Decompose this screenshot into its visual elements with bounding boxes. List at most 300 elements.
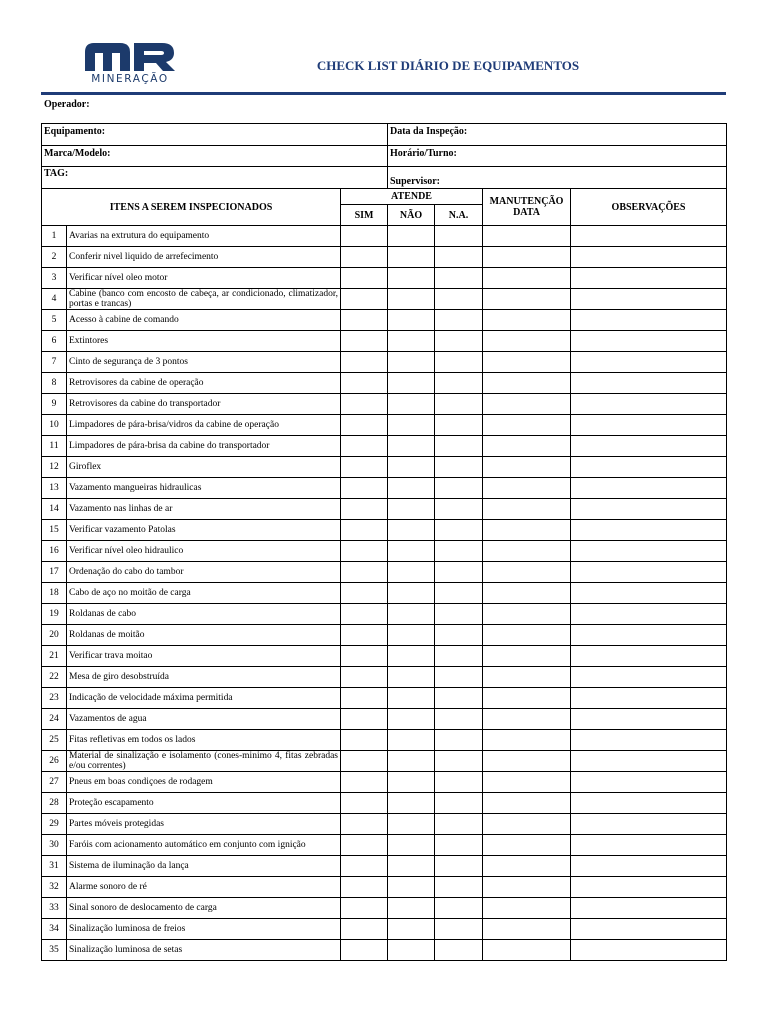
sim-cell[interactable]: [341, 646, 388, 667]
shift-time-field[interactable]: Horário/Turno:: [388, 146, 727, 167]
item-number: 9: [42, 394, 67, 415]
na-cell[interactable]: [435, 268, 483, 289]
nao-cell[interactable]: [388, 625, 435, 646]
na-cell[interactable]: [435, 814, 483, 835]
sim-cell[interactable]: [341, 373, 388, 394]
observations-cell[interactable]: [571, 814, 727, 835]
maintenance-date-cell[interactable]: [483, 604, 571, 625]
sim-cell[interactable]: [341, 520, 388, 541]
maintenance-date-cell[interactable]: [483, 625, 571, 646]
item-description: Partes móveis protegidas: [67, 814, 341, 835]
na-cell[interactable]: [435, 478, 483, 499]
item-number: 34: [42, 919, 67, 940]
observations-cell[interactable]: [571, 898, 727, 919]
maintenance-date-cell[interactable]: [483, 646, 571, 667]
nao-cell[interactable]: [388, 352, 435, 373]
nao-cell[interactable]: [388, 793, 435, 814]
observations-cell[interactable]: [571, 793, 727, 814]
na-cell[interactable]: [435, 226, 483, 247]
maintenance-date-cell[interactable]: [483, 919, 571, 940]
item-description: Roldanas de moitão: [67, 625, 341, 646]
observations-cell[interactable]: [571, 331, 727, 352]
sim-cell[interactable]: [341, 289, 388, 310]
nao-cell[interactable]: [388, 751, 435, 772]
nao-cell[interactable]: [388, 583, 435, 604]
header-info-table: [41, 123, 727, 189]
table-row: [42, 877, 727, 898]
sim-cell[interactable]: [341, 331, 388, 352]
item-description: Pneus em boas condiçoes de rodagem: [67, 772, 341, 793]
item-description: Avarias na extrutura do equipamento: [67, 226, 341, 247]
maintenance-date-cell[interactable]: [483, 415, 571, 436]
item-description: Verificar trava moitao: [67, 646, 341, 667]
table-row: [42, 478, 727, 499]
item-description: Sinalização luminosa de freios: [67, 919, 341, 940]
observations-cell[interactable]: [571, 310, 727, 331]
item-description: Sinal sonoro de deslocamento de carga: [67, 898, 341, 919]
item-number: 6: [42, 331, 67, 352]
sim-cell[interactable]: [341, 457, 388, 478]
table-row: [42, 457, 727, 478]
table-row: [42, 667, 727, 688]
item-description: Extintores: [67, 331, 341, 352]
item-description: Verificar nível oleo motor: [67, 268, 341, 289]
na-cell[interactable]: [435, 835, 483, 856]
item-number: 7: [42, 352, 67, 373]
table-row: [42, 730, 727, 751]
maintenance-header: [483, 189, 571, 226]
table-row: [42, 583, 727, 604]
na-cell[interactable]: [435, 562, 483, 583]
table-row: [42, 751, 727, 772]
maintenance-date-cell[interactable]: [483, 499, 571, 520]
na-cell[interactable]: [435, 604, 483, 625]
nao-cell[interactable]: [388, 814, 435, 835]
table-row: [42, 289, 727, 310]
na-cell[interactable]: [435, 688, 483, 709]
maintenance-date-cell[interactable]: [483, 373, 571, 394]
items-header: ITENS A SEREM INSPECIONADOS: [42, 189, 341, 226]
nao-cell[interactable]: [388, 562, 435, 583]
item-description: Cabine (banco com encosto de cabeça, ar condicionado, climatizador, portas e trancas): [67, 289, 341, 310]
nao-cell[interactable]: [388, 436, 435, 457]
sim-cell[interactable]: [341, 919, 388, 940]
table-row: [42, 415, 727, 436]
nao-cell[interactable]: [388, 331, 435, 352]
sim-cell[interactable]: [341, 730, 388, 751]
na-cell[interactable]: [435, 289, 483, 310]
table-row: [42, 604, 727, 625]
nao-cell[interactable]: [388, 604, 435, 625]
sim-cell[interactable]: [341, 268, 388, 289]
maintenance-date-cell[interactable]: [483, 520, 571, 541]
observations-cell[interactable]: [571, 499, 727, 520]
item-description: Verificar vazamento Patolas: [67, 520, 341, 541]
na-cell[interactable]: [435, 415, 483, 436]
header-divider: [41, 92, 726, 95]
maintenance-date-cell[interactable]: [483, 331, 571, 352]
na-cell[interactable]: [435, 646, 483, 667]
item-number: 32: [42, 877, 67, 898]
table-row: [42, 247, 727, 268]
table-row: [42, 268, 727, 289]
nao-cell[interactable]: [388, 310, 435, 331]
na-cell[interactable]: [435, 919, 483, 940]
na-cell[interactable]: [435, 394, 483, 415]
table-row: [42, 625, 727, 646]
item-description: Material de sinalização e isolamento (cones-minimo 4, fitas zebradas e/ou correntes): [67, 751, 341, 772]
nao-cell[interactable]: [388, 709, 435, 730]
observations-cell[interactable]: [571, 373, 727, 394]
item-description: Retrovisores da cabine do transportador: [67, 394, 341, 415]
table-row: [42, 814, 727, 835]
observations-cell[interactable]: [571, 520, 727, 541]
table-row: [42, 835, 727, 856]
item-number: 3: [42, 268, 67, 289]
table-row: [42, 226, 727, 247]
sim-cell[interactable]: [341, 310, 388, 331]
na-cell[interactable]: [435, 457, 483, 478]
maintenance-date-cell[interactable]: [483, 751, 571, 772]
item-number: 2: [42, 247, 67, 268]
document-title: CHECK LIST DIÁRIO DE EQUIPAMENTOS: [316, 58, 580, 73]
observations-cell[interactable]: [571, 877, 727, 898]
na-cell[interactable]: [435, 751, 483, 772]
item-description: Indicação de velocidade máxima permitida: [67, 688, 341, 709]
table-row: [42, 310, 727, 331]
maintenance-date-cell[interactable]: [483, 667, 571, 688]
item-number: 8: [42, 373, 67, 394]
na-cell[interactable]: [435, 331, 483, 352]
table-row: [42, 898, 727, 919]
item-number: 23: [42, 688, 67, 709]
na-cell[interactable]: [435, 772, 483, 793]
observations-cell[interactable]: [571, 268, 727, 289]
observations-cell[interactable]: [571, 247, 727, 268]
operator-field[interactable]: Operador:: [44, 99, 90, 110]
item-number: 24: [42, 709, 67, 730]
item-number: 21: [42, 646, 67, 667]
nao-cell[interactable]: [388, 835, 435, 856]
sim-cell[interactable]: [341, 247, 388, 268]
table-row: [42, 394, 727, 415]
nao-cell[interactable]: [388, 667, 435, 688]
sim-cell[interactable]: [341, 898, 388, 919]
item-description: Proteção escapamento: [67, 793, 341, 814]
nao-cell[interactable]: [388, 772, 435, 793]
observations-cell[interactable]: [571, 415, 727, 436]
item-description: Faróis com acionamento automático em conjunto com ignição: [67, 835, 341, 856]
sim-cell[interactable]: [341, 499, 388, 520]
table-row: [42, 772, 727, 793]
maintenance-date-cell[interactable]: [483, 562, 571, 583]
na-cell[interactable]: [435, 352, 483, 373]
maintenance-date-cell[interactable]: [483, 289, 571, 310]
item-number: 25: [42, 730, 67, 751]
table-row: [42, 520, 727, 541]
maintenance-date-cell[interactable]: [483, 478, 571, 499]
sim-cell[interactable]: [341, 226, 388, 247]
maintenance-date-cell[interactable]: [483, 856, 571, 877]
na-cell[interactable]: [435, 856, 483, 877]
brand-model-field[interactable]: Marca/Modelo:: [42, 146, 388, 167]
item-number: 18: [42, 583, 67, 604]
sim-cell[interactable]: [341, 436, 388, 457]
sim-cell[interactable]: [341, 772, 388, 793]
observations-cell[interactable]: [571, 751, 727, 772]
table-row: [42, 688, 727, 709]
item-number: 17: [42, 562, 67, 583]
nao-cell[interactable]: [388, 394, 435, 415]
maintenance-date-cell[interactable]: [483, 709, 571, 730]
maintenance-date-cell[interactable]: [483, 541, 571, 562]
item-number: 1: [42, 226, 67, 247]
maintenance-label: MANUTENÇÃO: [489, 196, 564, 207]
maintenance-date-cell[interactable]: [483, 436, 571, 457]
item-number: 11: [42, 436, 67, 457]
observations-cell[interactable]: [571, 583, 727, 604]
sim-cell[interactable]: [341, 856, 388, 877]
nao-cell[interactable]: [388, 856, 435, 877]
item-number: 26: [42, 751, 67, 772]
item-description: Cinto de segurança de 3 pontos: [67, 352, 341, 373]
maintenance-date-cell[interactable]: [483, 457, 571, 478]
sim-cell[interactable]: [341, 835, 388, 856]
observations-header: OBSERVAÇÕES: [571, 189, 727, 226]
item-number: 27: [42, 772, 67, 793]
sim-cell[interactable]: [341, 940, 388, 961]
table-row: [42, 562, 727, 583]
item-number: 33: [42, 898, 67, 919]
item-number: 16: [42, 541, 67, 562]
maintenance-date-cell[interactable]: [483, 268, 571, 289]
mr-logo-icon: [84, 42, 176, 72]
nao-cell[interactable]: [388, 415, 435, 436]
item-description: Cabo de aço no moitão de carga: [67, 583, 341, 604]
checklist-table: [41, 188, 727, 961]
na-cell[interactable]: [435, 709, 483, 730]
nao-cell[interactable]: [388, 730, 435, 751]
logo-subtitle: MINERAÇÃO: [91, 73, 169, 85]
item-number: 29: [42, 814, 67, 835]
maintenance-date-cell[interactable]: [483, 730, 571, 751]
observations-cell[interactable]: [571, 667, 727, 688]
maintenance-date-cell[interactable]: [483, 394, 571, 415]
item-number: 12: [42, 457, 67, 478]
table-row: [42, 499, 727, 520]
item-number: 15: [42, 520, 67, 541]
observations-cell[interactable]: [571, 352, 727, 373]
nao-cell[interactable]: [388, 646, 435, 667]
sim-cell[interactable]: [341, 688, 388, 709]
sim-cell[interactable]: [341, 541, 388, 562]
item-description: Alarme sonoro de ré: [67, 877, 341, 898]
nao-cell[interactable]: [388, 247, 435, 268]
observations-cell[interactable]: [571, 604, 727, 625]
observations-cell[interactable]: [571, 625, 727, 646]
na-cell[interactable]: [435, 436, 483, 457]
sim-cell[interactable]: [341, 352, 388, 373]
item-description: Conferir nivel liquido de arrefecimento: [67, 247, 341, 268]
item-description: Roldanas de cabo: [67, 604, 341, 625]
maintenance-date-cell[interactable]: [483, 583, 571, 604]
observations-cell[interactable]: [571, 709, 727, 730]
observations-cell[interactable]: [571, 772, 727, 793]
table-row: [42, 709, 727, 730]
sim-cell[interactable]: [341, 625, 388, 646]
sim-cell[interactable]: [341, 604, 388, 625]
maintenance-date-cell[interactable]: [483, 898, 571, 919]
nao-cell[interactable]: [388, 268, 435, 289]
sim-cell[interactable]: [341, 394, 388, 415]
maintenance-date-cell[interactable]: [483, 226, 571, 247]
maintenance-date-cell[interactable]: [483, 940, 571, 961]
nao-cell[interactable]: [388, 940, 435, 961]
na-cell[interactable]: [435, 625, 483, 646]
maintenance-date-cell[interactable]: [483, 814, 571, 835]
sim-cell[interactable]: [341, 793, 388, 814]
nao-cell[interactable]: [388, 373, 435, 394]
observations-cell[interactable]: [571, 688, 727, 709]
item-description: Verificar nível oleo hidraulico: [67, 541, 341, 562]
observations-cell[interactable]: [571, 478, 727, 499]
sim-cell[interactable]: [341, 562, 388, 583]
table-row: [42, 541, 727, 562]
observations-cell[interactable]: [571, 541, 727, 562]
item-description: Limpadores de pára-brisa da cabine do transportador: [67, 436, 341, 457]
sim-cell[interactable]: [341, 667, 388, 688]
observations-cell[interactable]: [571, 562, 727, 583]
sim-cell[interactable]: [341, 709, 388, 730]
item-description: Giroflex: [67, 457, 341, 478]
maintenance-date-cell[interactable]: [483, 310, 571, 331]
item-description: Retrovisores da cabine de operação: [67, 373, 341, 394]
item-description: Vazamentos de agua: [67, 709, 341, 730]
maintenance-date-cell[interactable]: [483, 247, 571, 268]
item-description: Acesso à cabine de comando: [67, 310, 341, 331]
item-number: 19: [42, 604, 67, 625]
na-cell[interactable]: [435, 373, 483, 394]
table-row: [42, 919, 727, 940]
date-label: DATA: [513, 207, 540, 218]
equipment-field[interactable]: Equipamento:: [42, 124, 388, 146]
observations-cell[interactable]: [571, 856, 727, 877]
maintenance-date-cell[interactable]: [483, 772, 571, 793]
na-cell[interactable]: [435, 499, 483, 520]
maintenance-date-cell[interactable]: [483, 793, 571, 814]
nao-cell[interactable]: [388, 478, 435, 499]
table-row: [42, 793, 727, 814]
nao-cell[interactable]: [388, 226, 435, 247]
nao-header: NÃO: [388, 205, 435, 226]
na-cell[interactable]: [435, 310, 483, 331]
na-cell[interactable]: [435, 667, 483, 688]
tag-field[interactable]: TAG:: [42, 167, 388, 189]
sim-cell[interactable]: [341, 583, 388, 604]
maintenance-date-cell[interactable]: [483, 835, 571, 856]
observations-cell[interactable]: [571, 457, 727, 478]
observations-cell[interactable]: [571, 226, 727, 247]
maintenance-date-cell[interactable]: [483, 352, 571, 373]
supervisor-field[interactable]: Supervisor:: [388, 167, 727, 189]
observations-cell[interactable]: [571, 730, 727, 751]
item-description: Sinalização luminosa de setas: [67, 940, 341, 961]
table-row: [42, 331, 727, 352]
observations-cell[interactable]: [571, 646, 727, 667]
na-cell[interactable]: [435, 520, 483, 541]
table-row: [42, 352, 727, 373]
table-row: [42, 856, 727, 877]
sim-cell[interactable]: [341, 877, 388, 898]
na-header: N.A.: [435, 205, 483, 226]
inspection-date-field[interactable]: Data da Inspeção:: [388, 124, 727, 146]
nao-cell[interactable]: [388, 457, 435, 478]
nao-cell[interactable]: [388, 499, 435, 520]
nao-cell[interactable]: [388, 898, 435, 919]
item-number: 30: [42, 835, 67, 856]
sim-header: SIM: [341, 205, 388, 226]
item-description: Limpadores de pára-brisa/vidros da cabine de operação: [67, 415, 341, 436]
maintenance-date-cell[interactable]: [483, 688, 571, 709]
sim-cell[interactable]: [341, 478, 388, 499]
observations-cell[interactable]: [571, 436, 727, 457]
nao-cell[interactable]: [388, 688, 435, 709]
item-number: 4: [42, 289, 67, 310]
item-description: Fitas refletivas em todos os lados: [67, 730, 341, 751]
item-number: 35: [42, 940, 67, 961]
item-number: 10: [42, 415, 67, 436]
nao-cell[interactable]: [388, 877, 435, 898]
nao-cell[interactable]: [388, 520, 435, 541]
sim-cell[interactable]: [341, 415, 388, 436]
maintenance-date-cell[interactable]: [483, 877, 571, 898]
na-cell[interactable]: [435, 247, 483, 268]
item-description: Vazamento nas linhas de ar: [67, 499, 341, 520]
item-description: Vazamento mangueiras hidraulicas: [67, 478, 341, 499]
item-description: Mesa de giro desobstruída: [67, 667, 341, 688]
sim-cell[interactable]: [341, 751, 388, 772]
na-cell[interactable]: [435, 898, 483, 919]
atende-header: ATENDE: [341, 189, 483, 205]
item-number: 28: [42, 793, 67, 814]
table-row: [42, 373, 727, 394]
na-cell[interactable]: [435, 793, 483, 814]
na-cell[interactable]: [435, 583, 483, 604]
table-row: [42, 646, 727, 667]
na-cell[interactable]: [435, 730, 483, 751]
observations-cell[interactable]: [571, 835, 727, 856]
item-number: 20: [42, 625, 67, 646]
na-cell[interactable]: [435, 877, 483, 898]
observations-cell[interactable]: [571, 940, 727, 961]
table-row: [42, 940, 727, 961]
na-cell[interactable]: [435, 940, 483, 961]
observations-cell[interactable]: [571, 394, 727, 415]
nao-cell[interactable]: [388, 541, 435, 562]
item-number: 5: [42, 310, 67, 331]
table-row: [42, 436, 727, 457]
observations-cell[interactable]: [571, 289, 727, 310]
nao-cell[interactable]: [388, 289, 435, 310]
item-number: 31: [42, 856, 67, 877]
sim-cell[interactable]: [341, 814, 388, 835]
item-number: 14: [42, 499, 67, 520]
na-cell[interactable]: [435, 541, 483, 562]
nao-cell[interactable]: [388, 919, 435, 940]
item-number: 13: [42, 478, 67, 499]
item-number: 22: [42, 667, 67, 688]
observations-cell[interactable]: [571, 919, 727, 940]
